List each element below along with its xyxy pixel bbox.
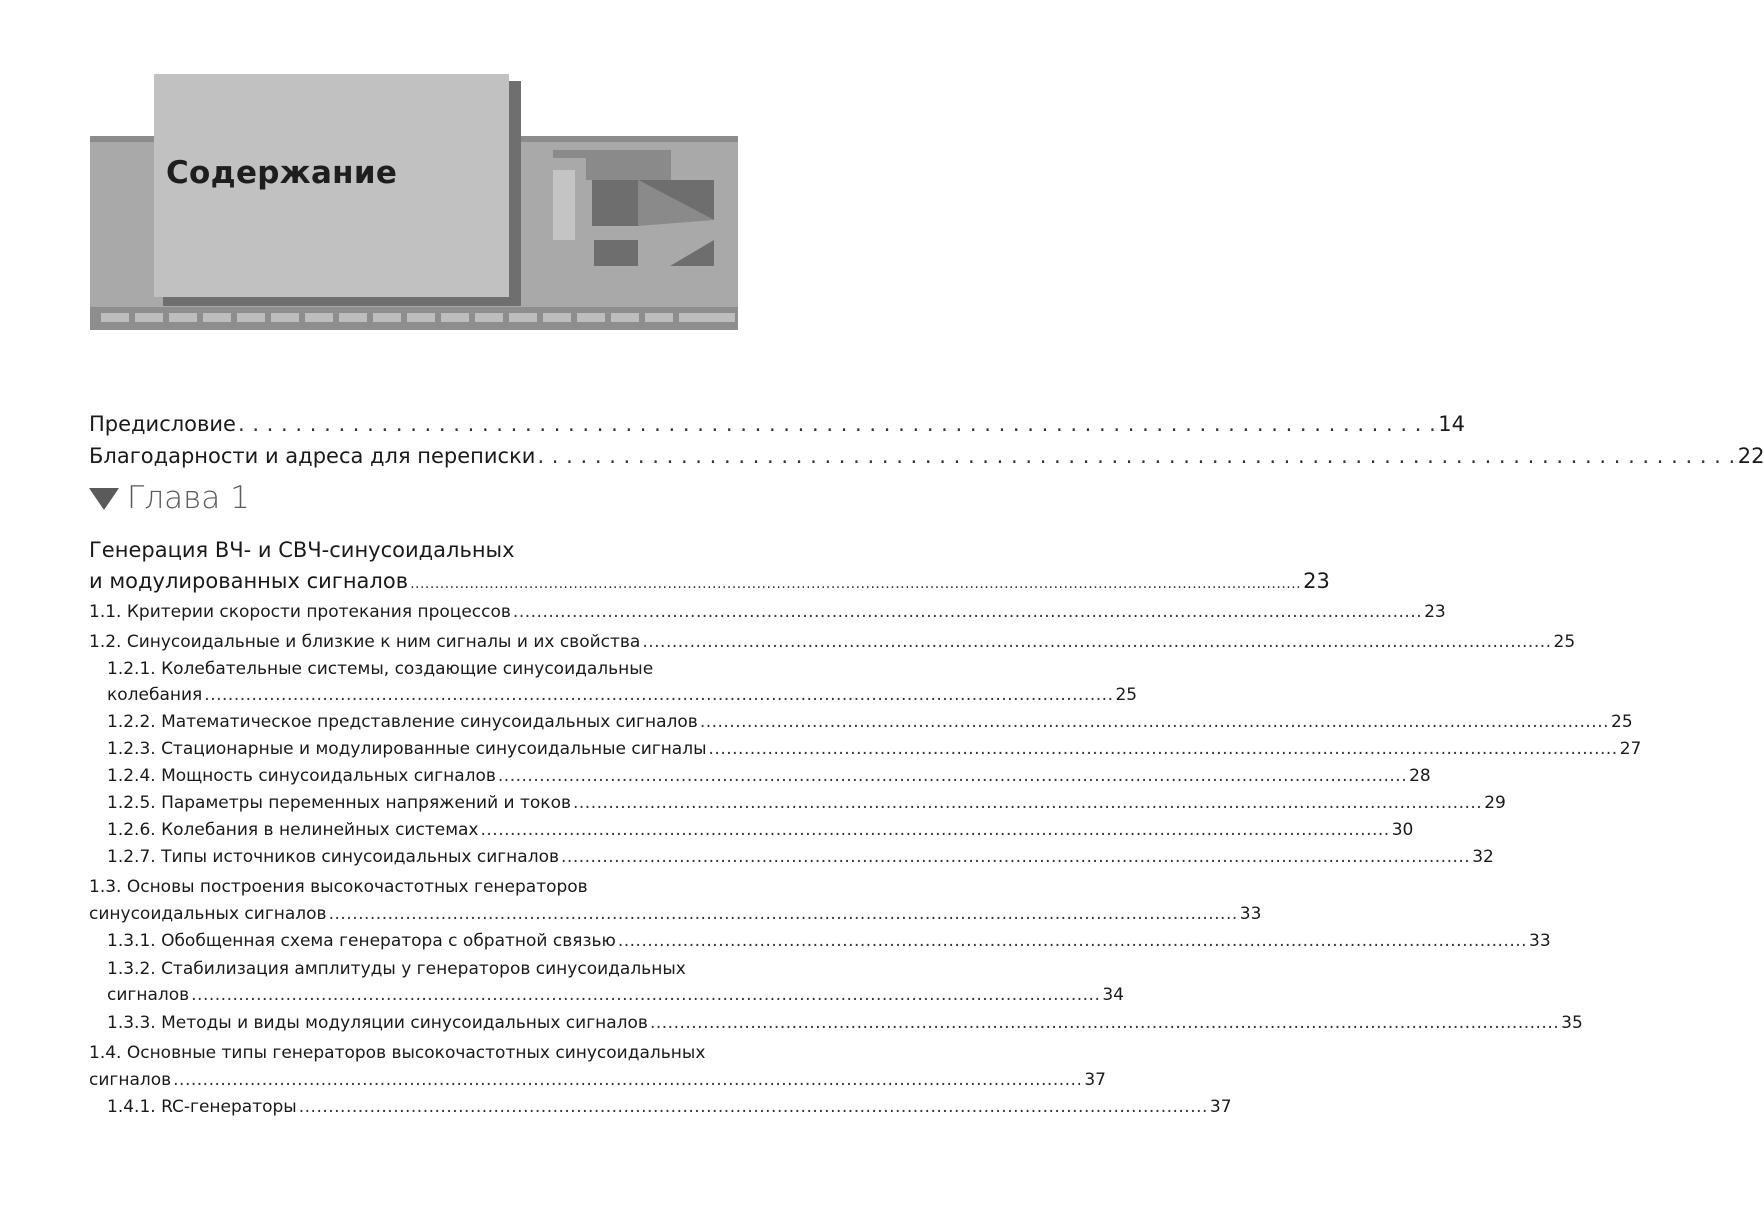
toc-entry-1-3-3[interactable]: 1.3.3. Методы и виды модуляции синусоидальных сигналов .......................................................................................................................................................... 35 xyxy=(107,1013,1583,1033)
toc-entry-page: 14 xyxy=(1438,412,1465,436)
toc-entry-title: сигналов xyxy=(107,985,190,1005)
toc-entry-title: Благодарности и адреса для переписки xyxy=(89,444,536,468)
toc-entry-1-4-line1: 1.4. Основные типы генераторов высокочастотных синусоидальных xyxy=(89,1043,706,1063)
toc-entry-1-2-5[interactable]: 1.2.5. Параметры переменных напряжений и токов .......................................................................................................................................................... 29 xyxy=(107,793,1506,813)
stripe-segment xyxy=(339,313,367,322)
deco-block xyxy=(594,240,638,266)
stripe-segment xyxy=(373,313,401,322)
stripe-segment xyxy=(101,313,129,322)
toc-entry-1-2-2[interactable]: 1.2.2. Математическое представление синусоидальных сигналов .......................................................................................................................................................... 25 xyxy=(107,712,1633,732)
toc-entry-page: 23 xyxy=(1424,602,1446,622)
chapter-title-line1: Генерация ВЧ- и СВЧ-синусоидальных xyxy=(89,538,515,562)
stripe-segment xyxy=(707,313,735,322)
toc-entry-title: 1.1. Критерии скорости протекания процессов xyxy=(89,602,511,622)
toc-entry-1-3-1[interactable]: 1.3.1. Обобщенная схема генератора с обратной связью .......................................................................................................................................................... 33 xyxy=(107,931,1551,951)
toc-entry-chapter-1[interactable]: и модулированных сигналов .................................................................................................................................................................................... 23 xyxy=(89,569,1330,593)
toc-entry-page: 35 xyxy=(1561,1013,1583,1033)
stripe-segment xyxy=(305,313,333,322)
toc-entry-preface[interactable]: Предисловие . . . . . . . . . . . . . . . . . . . . . . . . . . . . . . . . . . . . . . . . . . . . . . . . . . . . . . . . . . . . . . . . . . . . . . . . . . . . . . . . . . . . 14 xyxy=(89,412,1465,436)
toc-entry-title: сигналов xyxy=(89,1070,172,1090)
stripe-segment xyxy=(441,313,469,322)
toc-entry-title: 1.3.3. Методы и виды модуляции синусоидальных сигналов xyxy=(107,1013,648,1033)
stripe-segment xyxy=(679,313,707,322)
toc-entry-page: 37 xyxy=(1209,1097,1232,1117)
toc-entry-1-1[interactable]: 1.1. Критерии скорости протекания процессов .......................................................................................................................................................... 23 xyxy=(89,602,1446,622)
stripe-segment xyxy=(203,313,231,322)
toc-entry-page: 25 xyxy=(1115,685,1138,705)
stripe-segment xyxy=(237,313,265,322)
deco-block xyxy=(553,170,575,240)
toc-entry-acknowledgements[interactable]: Благодарности и адреса для переписки . . . . . . . . . . . . . . . . . . . . . . . . . . . . . . . . . . . . . . . . . . . . . . . . . . . . . . . . . . . . . . . . . . . . . . . . . . . . . . . . . . . . 22 xyxy=(89,444,1764,468)
toc-entry-1-2-1[interactable]: колебания .......................................................................................................................................................... 25 xyxy=(107,685,1138,705)
toc-entry-title: 1.2. Синусоидальные и близкие к ним сигналы и их свойства xyxy=(89,632,641,652)
toc-entry-page: 30 xyxy=(1391,820,1414,840)
toc-entry-page: 32 xyxy=(1472,847,1494,867)
stripe-segment xyxy=(169,313,197,322)
stripe-segment xyxy=(271,313,299,322)
toc-entry-page: 37 xyxy=(1084,1070,1106,1090)
deco-triangle xyxy=(670,240,714,266)
chapter-label: Глава 1 xyxy=(127,480,250,516)
toc-entry-page: 33 xyxy=(1529,931,1551,951)
toc-entry-title: 1.2.4. Мощность синусоидальных сигналов xyxy=(107,766,496,786)
toc-entry-1-2-1-line1: 1.2.1. Колебательные системы, создающие синусоидальные xyxy=(107,659,654,679)
toc-entry-title: 1.2.2. Математическое представление синусоидальных сигналов xyxy=(107,712,698,732)
toc-entry-title: 1.2.7. Типы источников синусоидальных сигналов xyxy=(107,847,560,867)
toc-entry-1-2[interactable]: 1.2. Синусоидальные и близкие к ним сигналы и их свойства .......................................................................................................................................................... 25 xyxy=(89,632,1576,652)
toc-entry-title: 1.2.3. Стационарные и модулированные синусоидальные сигналы xyxy=(107,739,707,759)
deco-bar xyxy=(553,150,671,158)
toc-entry-page: 22 xyxy=(1737,444,1764,468)
toc-entry-1-2-4[interactable]: 1.2.4. Мощность синусоидальных сигналов .......................................................................................................................................................... 28 xyxy=(107,766,1431,786)
stripe-segment xyxy=(135,313,163,322)
triangle-down-icon xyxy=(89,486,119,510)
toc-entry-page: 27 xyxy=(1619,739,1642,759)
toc-entry-title: колебания xyxy=(107,685,203,705)
page-title: Содержание xyxy=(166,155,398,191)
toc-entry-page: 25 xyxy=(1611,712,1633,732)
toc-entry-title: 1.2.5. Параметры переменных напряжений и токов xyxy=(107,793,571,813)
deco-block xyxy=(586,158,671,180)
toc-entry-1-2-6[interactable]: 1.2.6. Колебания в нелинейных системах .......................................................................................................................................................... 30 xyxy=(107,820,1414,840)
toc-entry-title: и модулированных сигналов xyxy=(89,569,409,593)
toc-entry-title: 1.4.1. RC-генераторы xyxy=(107,1097,297,1117)
stripe-segment xyxy=(611,313,639,322)
toc-entry-page: 28 xyxy=(1409,766,1431,786)
toc-entry-1-4-1[interactable]: 1.4.1. RC-генераторы .......................................................................................................................................................... 37 xyxy=(107,1097,1232,1117)
toc-entry-1-3-2[interactable]: сигналов .......................................................................................................................................................... 34 xyxy=(107,985,1124,1005)
stripe-segment xyxy=(407,313,435,322)
stripe-segment xyxy=(509,313,537,322)
toc-entry-title: синусоидальных сигналов xyxy=(89,904,327,924)
stripe-segment xyxy=(645,313,673,322)
deco-triangle xyxy=(622,180,714,226)
toc-entry-title: Предисловие xyxy=(89,412,236,436)
chapter-heading xyxy=(89,480,250,516)
toc-entry-title: 1.3.1. Обобщенная схема генератора с обратной связью xyxy=(107,931,616,951)
toc-entry-1-2-3[interactable]: 1.2.3. Стационарные и модулированные синусоидальные сигналы .......................................................................................................................................................... 27 xyxy=(107,739,1642,759)
stripe-segment xyxy=(543,313,571,322)
stripe-segment xyxy=(577,313,605,322)
toc-entry-1-4[interactable]: сигналов .......................................................................................................................................................... 37 xyxy=(89,1070,1106,1090)
toc-entry-1-3-line1: 1.3. Основы построения высокочастотных генераторов xyxy=(89,877,588,897)
toc-entry-1-3[interactable]: синусоидальных сигналов .......................................................................................................................................................... 33 xyxy=(89,904,1262,924)
toc-entry-1-3-2-line1: 1.3.2. Стабилизация амплитуды у генераторов синусоидальных xyxy=(107,959,686,979)
toc-entry-page: 29 xyxy=(1484,793,1506,813)
toc-entry-1-2-7[interactable]: 1.2.7. Типы источников синусоидальных сигналов .......................................................................................................................................................... 32 xyxy=(107,847,1494,867)
toc-entry-page: 34 xyxy=(1102,985,1124,1005)
toc-entry-page: 23 xyxy=(1303,569,1330,593)
toc-entry-page: 33 xyxy=(1239,904,1262,924)
toc-entry-page: 25 xyxy=(1553,632,1576,652)
toc-entry-title: 1.2.6. Колебания в нелинейных системах xyxy=(107,820,479,840)
stripe-segment xyxy=(475,313,503,322)
